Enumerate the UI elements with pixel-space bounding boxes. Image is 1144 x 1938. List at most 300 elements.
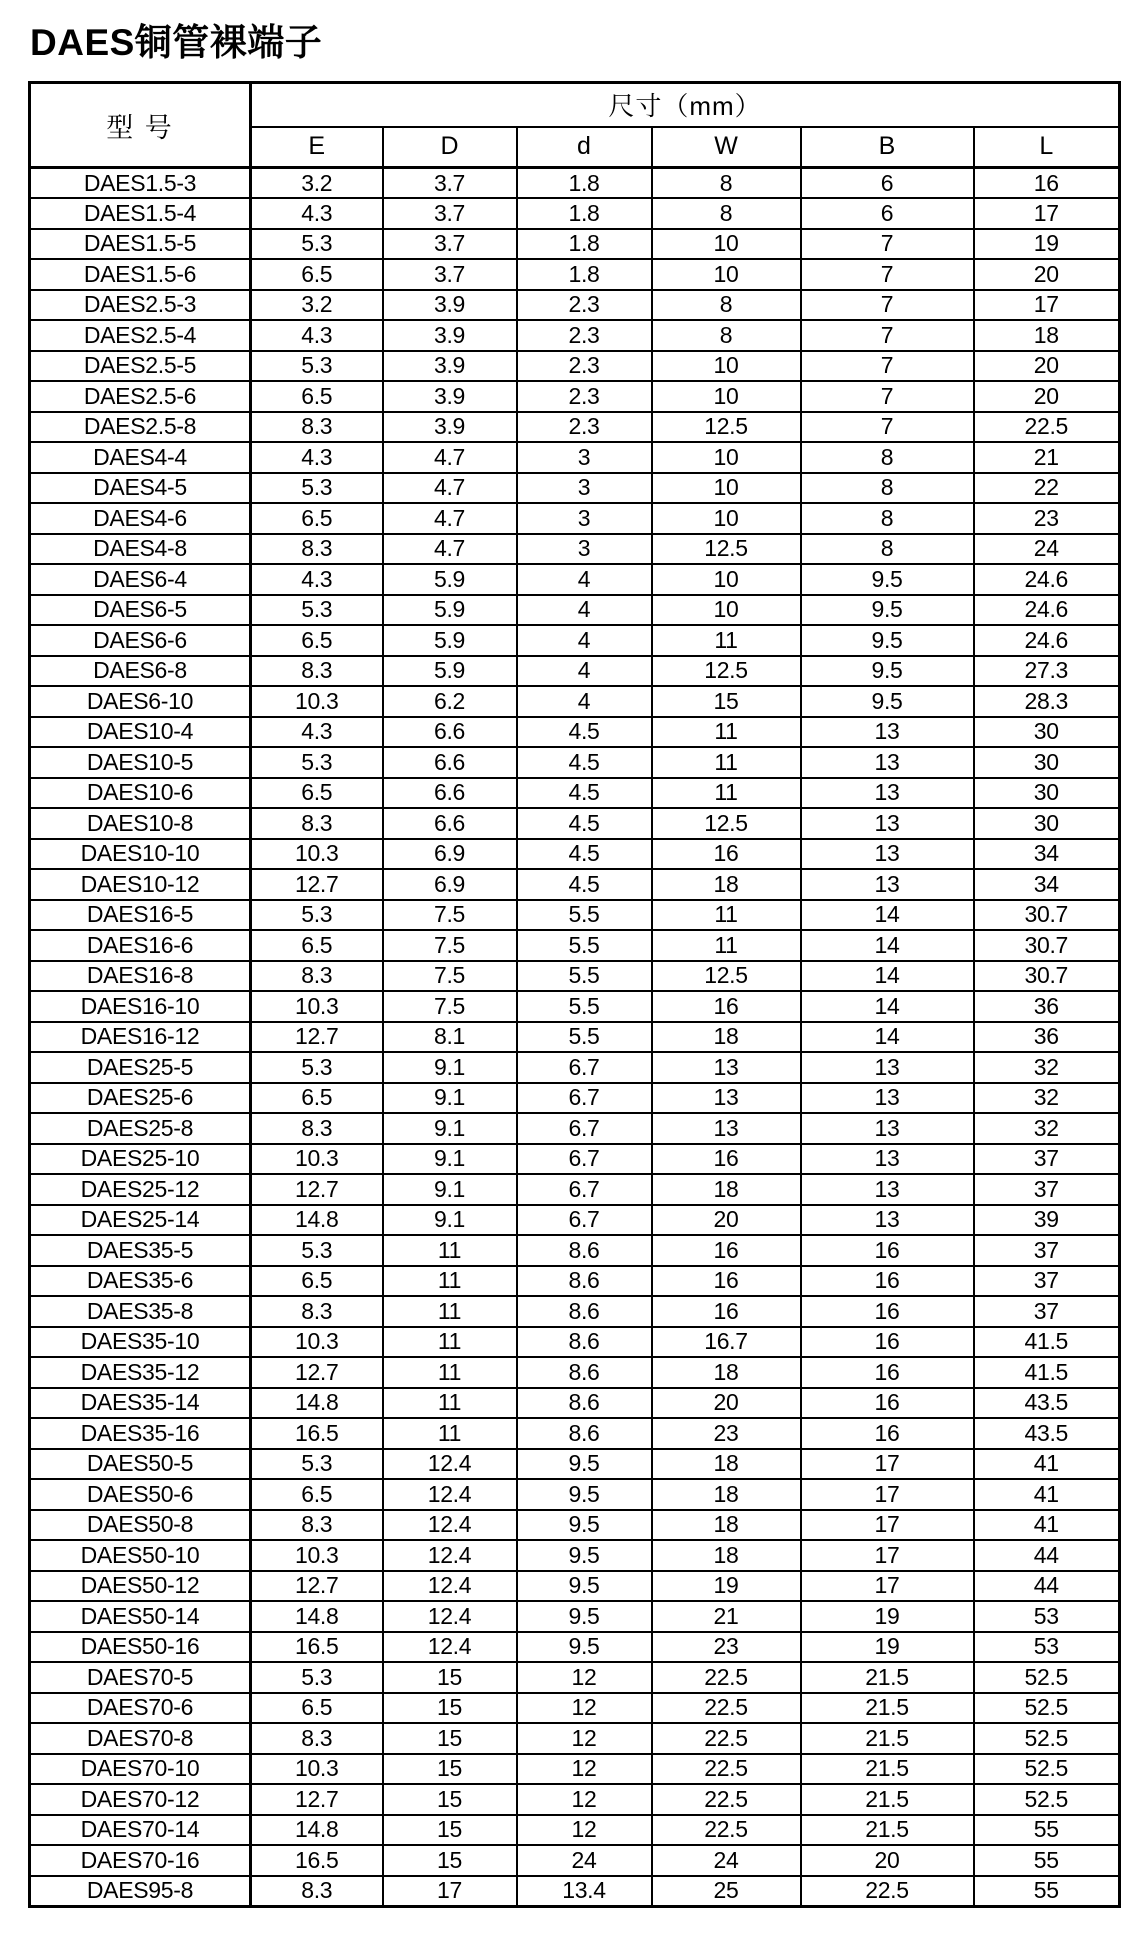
value-cell-W: 10 (652, 442, 801, 473)
value-cell-d: 6.7 (517, 1174, 652, 1205)
value-cell-B: 16 (801, 1418, 974, 1449)
model-cell: DAES6-8 (30, 656, 251, 687)
model-cell: DAES70-12 (30, 1784, 251, 1815)
value-cell-B: 19 (801, 1632, 974, 1663)
value-cell-W: 22.5 (652, 1754, 801, 1785)
value-cell-L: 41.5 (974, 1357, 1120, 1388)
value-cell-d: 6.7 (517, 1052, 652, 1083)
value-cell-L: 30 (974, 778, 1120, 809)
value-cell-d: 12 (517, 1784, 652, 1815)
value-cell-E: 8.3 (251, 1723, 383, 1754)
value-cell-L: 18 (974, 320, 1120, 351)
value-cell-B: 21.5 (801, 1693, 974, 1724)
value-cell-B: 7 (801, 412, 974, 443)
value-cell-L: 30.7 (974, 930, 1120, 961)
table-row (30, 1479, 1120, 1510)
value-cell-d: 9.5 (517, 1449, 652, 1480)
value-cell-E: 12.7 (251, 1174, 383, 1205)
value-cell-d: 5.5 (517, 930, 652, 961)
value-cell-D: 7.5 (383, 930, 517, 961)
model-cell: DAES10-8 (30, 808, 251, 839)
model-cell: DAES2.5-3 (30, 290, 251, 321)
value-cell-W: 12.5 (652, 412, 801, 443)
value-cell-B: 8 (801, 473, 974, 504)
model-cell: DAES1.5-6 (30, 259, 251, 290)
model-cell: DAES50-16 (30, 1632, 251, 1663)
value-cell-d: 8.6 (517, 1327, 652, 1358)
model-cell: DAES50-6 (30, 1479, 251, 1510)
value-cell-B: 20 (801, 1845, 974, 1876)
value-cell-d: 4.5 (517, 778, 652, 809)
table-row (30, 1144, 1120, 1175)
value-cell-D: 11 (383, 1266, 517, 1297)
page-title: DAES铜管裸端子 (30, 22, 323, 63)
value-cell-W: 12.5 (652, 961, 801, 992)
model-cell: DAES16-8 (30, 961, 251, 992)
table-row (30, 168, 1120, 199)
value-cell-E: 6.5 (251, 1083, 383, 1114)
value-cell-B: 14 (801, 961, 974, 992)
value-cell-d: 2.3 (517, 412, 652, 443)
value-cell-W: 10 (652, 351, 801, 382)
value-cell-W: 10 (652, 595, 801, 626)
model-cell: DAES4-5 (30, 473, 251, 504)
table-row (30, 351, 1120, 382)
value-cell-L: 36 (974, 991, 1120, 1022)
value-cell-B: 21.5 (801, 1723, 974, 1754)
value-cell-d: 3 (517, 473, 652, 504)
model-cell: DAES35-6 (30, 1266, 251, 1297)
value-cell-B: 17 (801, 1479, 974, 1510)
value-cell-D: 11 (383, 1327, 517, 1358)
value-cell-L: 55 (974, 1845, 1120, 1876)
value-cell-d: 5.5 (517, 900, 652, 931)
value-cell-L: 30 (974, 808, 1120, 839)
value-cell-L: 44 (974, 1571, 1120, 1602)
value-cell-W: 10 (652, 229, 801, 260)
model-cell: DAES1.5-5 (30, 229, 251, 260)
value-cell-d: 4 (517, 686, 652, 717)
table-row (30, 1754, 1120, 1785)
value-cell-W: 8 (652, 198, 801, 229)
value-cell-B: 17 (801, 1571, 974, 1602)
value-cell-E: 6.5 (251, 259, 383, 290)
value-cell-D: 4.7 (383, 442, 517, 473)
table-row (30, 900, 1120, 931)
table-row (30, 1662, 1120, 1693)
value-cell-D: 12.4 (383, 1449, 517, 1480)
value-cell-L: 52.5 (974, 1693, 1120, 1724)
table-row (30, 869, 1120, 900)
table-row (30, 1540, 1120, 1571)
value-cell-W: 23 (652, 1418, 801, 1449)
table-row (30, 1815, 1120, 1846)
value-cell-B: 6 (801, 168, 974, 199)
value-cell-d: 4 (517, 595, 652, 626)
value-cell-L: 23 (974, 503, 1120, 534)
value-cell-E: 5.3 (251, 1052, 383, 1083)
model-cell: DAES2.5-6 (30, 381, 251, 412)
value-cell-E: 3.2 (251, 290, 383, 321)
value-cell-D: 12.4 (383, 1571, 517, 1602)
model-cell: DAES16-10 (30, 991, 251, 1022)
value-cell-L: 34 (974, 839, 1120, 870)
table-row (30, 1113, 1120, 1144)
value-cell-D: 4.7 (383, 473, 517, 504)
model-cell: DAES35-10 (30, 1327, 251, 1358)
value-cell-D: 9.1 (383, 1205, 517, 1236)
value-cell-D: 15 (383, 1754, 517, 1785)
model-cell: DAES10-4 (30, 717, 251, 748)
value-cell-D: 12.4 (383, 1540, 517, 1571)
value-cell-L: 24.6 (974, 595, 1120, 626)
value-cell-d: 1.8 (517, 198, 652, 229)
value-cell-d: 4 (517, 656, 652, 687)
col-header-B: B (801, 127, 974, 168)
value-cell-B: 13 (801, 1144, 974, 1175)
table-row (30, 991, 1120, 1022)
value-cell-d: 9.5 (517, 1479, 652, 1510)
value-cell-E: 4.3 (251, 198, 383, 229)
value-cell-d: 9.5 (517, 1540, 652, 1571)
value-cell-B: 13 (801, 1205, 974, 1236)
table-row (30, 442, 1120, 473)
table-row (30, 564, 1120, 595)
table-row (30, 1266, 1120, 1297)
value-cell-L: 20 (974, 259, 1120, 290)
model-cell: DAES70-5 (30, 1662, 251, 1693)
value-cell-B: 19 (801, 1601, 974, 1632)
value-cell-E: 4.3 (251, 564, 383, 595)
table-row (30, 198, 1120, 229)
value-cell-W: 11 (652, 900, 801, 931)
value-cell-L: 30 (974, 717, 1120, 748)
value-cell-d: 8.6 (517, 1296, 652, 1327)
value-cell-W: 21 (652, 1601, 801, 1632)
value-cell-d: 2.3 (517, 320, 652, 351)
value-cell-W: 18 (652, 1510, 801, 1541)
table-row (30, 930, 1120, 961)
value-cell-d: 4.5 (517, 717, 652, 748)
table-row (30, 1571, 1120, 1602)
value-cell-E: 4.3 (251, 442, 383, 473)
model-cell: DAES70-14 (30, 1815, 251, 1846)
model-cell: DAES25-12 (30, 1174, 251, 1205)
value-cell-D: 3.7 (383, 198, 517, 229)
value-cell-E: 8.3 (251, 1113, 383, 1144)
value-cell-D: 9.1 (383, 1174, 517, 1205)
value-cell-L: 19 (974, 229, 1120, 260)
value-cell-D: 6.2 (383, 686, 517, 717)
value-cell-d: 12 (517, 1815, 652, 1846)
spec-table (28, 81, 1121, 1908)
value-cell-E: 6.5 (251, 1479, 383, 1510)
value-cell-D: 6.9 (383, 839, 517, 870)
value-cell-E: 6.5 (251, 1266, 383, 1297)
model-cell: DAES10-5 (30, 747, 251, 778)
value-cell-D: 6.6 (383, 717, 517, 748)
value-cell-L: 30.7 (974, 961, 1120, 992)
value-cell-B: 21.5 (801, 1815, 974, 1846)
value-cell-B: 14 (801, 930, 974, 961)
value-cell-D: 12.4 (383, 1632, 517, 1663)
value-cell-E: 14.8 (251, 1388, 383, 1419)
value-cell-W: 13 (652, 1083, 801, 1114)
table-row (30, 1205, 1120, 1236)
value-cell-B: 16 (801, 1266, 974, 1297)
model-cell: DAES50-12 (30, 1571, 251, 1602)
value-cell-d: 9.5 (517, 1571, 652, 1602)
value-cell-D: 3.9 (383, 351, 517, 382)
table-row (30, 717, 1120, 748)
value-cell-L: 22.5 (974, 412, 1120, 443)
col-header-d: d (517, 127, 652, 168)
value-cell-W: 18 (652, 1174, 801, 1205)
value-cell-B: 7 (801, 259, 974, 290)
model-cell: DAES70-16 (30, 1845, 251, 1876)
model-cell: DAES2.5-4 (30, 320, 251, 351)
value-cell-d: 3 (517, 503, 652, 534)
table-row (30, 1418, 1120, 1449)
value-cell-D: 11 (383, 1357, 517, 1388)
value-cell-W: 19 (652, 1571, 801, 1602)
value-cell-B: 13 (801, 869, 974, 900)
value-cell-L: 44 (974, 1540, 1120, 1571)
table-row (30, 229, 1120, 260)
table-row (30, 1235, 1120, 1266)
value-cell-d: 6.7 (517, 1205, 652, 1236)
value-cell-W: 10 (652, 259, 801, 290)
value-cell-E: 3.2 (251, 168, 383, 199)
value-cell-D: 6.9 (383, 869, 517, 900)
value-cell-W: 12.5 (652, 656, 801, 687)
value-cell-d: 8.6 (517, 1418, 652, 1449)
value-cell-W: 18 (652, 1540, 801, 1571)
value-cell-L: 32 (974, 1083, 1120, 1114)
value-cell-E: 6.5 (251, 930, 383, 961)
table-row (30, 1052, 1120, 1083)
value-cell-d: 8.6 (517, 1235, 652, 1266)
table-row (30, 1723, 1120, 1754)
value-cell-W: 10 (652, 473, 801, 504)
value-cell-W: 10 (652, 564, 801, 595)
value-cell-E: 5.3 (251, 1449, 383, 1480)
value-cell-W: 8 (652, 320, 801, 351)
value-cell-E: 12.7 (251, 1357, 383, 1388)
value-cell-D: 3.7 (383, 168, 517, 199)
value-cell-B: 7 (801, 290, 974, 321)
value-cell-L: 24.6 (974, 564, 1120, 595)
value-cell-d: 3 (517, 442, 652, 473)
value-cell-D: 12.4 (383, 1479, 517, 1510)
value-cell-L: 41.5 (974, 1327, 1120, 1358)
value-cell-L: 52.5 (974, 1662, 1120, 1693)
value-cell-D: 4.7 (383, 503, 517, 534)
value-cell-d: 9.5 (517, 1510, 652, 1541)
value-cell-D: 15 (383, 1784, 517, 1815)
model-cell: DAES4-8 (30, 534, 251, 565)
model-cell: DAES70-6 (30, 1693, 251, 1724)
value-cell-d: 13.4 (517, 1876, 652, 1907)
table-row (30, 839, 1120, 870)
model-cell: DAES50-5 (30, 1449, 251, 1480)
table-row (30, 1327, 1120, 1358)
value-cell-d: 8.6 (517, 1266, 652, 1297)
value-cell-B: 16 (801, 1327, 974, 1358)
value-cell-B: 16 (801, 1296, 974, 1327)
value-cell-d: 12 (517, 1723, 652, 1754)
value-cell-L: 17 (974, 198, 1120, 229)
value-cell-E: 8.3 (251, 1876, 383, 1907)
table-row (30, 1296, 1120, 1327)
col-header-E: E (251, 127, 383, 168)
value-cell-D: 7.5 (383, 900, 517, 931)
value-cell-E: 6.5 (251, 503, 383, 534)
value-cell-B: 13 (801, 717, 974, 748)
value-cell-B: 13 (801, 1113, 974, 1144)
table-row (30, 1693, 1120, 1724)
value-cell-L: 30.7 (974, 900, 1120, 931)
value-cell-D: 8.1 (383, 1022, 517, 1053)
value-cell-L: 20 (974, 381, 1120, 412)
model-cell: DAES4-6 (30, 503, 251, 534)
value-cell-d: 1.8 (517, 168, 652, 199)
value-cell-E: 8.3 (251, 1296, 383, 1327)
table-row (30, 595, 1120, 626)
table-row (30, 1601, 1120, 1632)
value-cell-L: 16 (974, 168, 1120, 199)
value-cell-B: 13 (801, 1174, 974, 1205)
value-cell-E: 5.3 (251, 351, 383, 382)
value-cell-E: 10.3 (251, 1754, 383, 1785)
value-cell-D: 4.7 (383, 534, 517, 565)
value-cell-W: 12.5 (652, 808, 801, 839)
table-row (30, 778, 1120, 809)
value-cell-B: 9.5 (801, 686, 974, 717)
value-cell-E: 14.8 (251, 1601, 383, 1632)
value-cell-W: 18 (652, 1022, 801, 1053)
value-cell-L: 41 (974, 1449, 1120, 1480)
value-cell-d: 9.5 (517, 1632, 652, 1663)
value-cell-D: 12.4 (383, 1601, 517, 1632)
table-row (30, 656, 1120, 687)
value-cell-W: 24 (652, 1845, 801, 1876)
value-cell-E: 8.3 (251, 808, 383, 839)
value-cell-L: 21 (974, 442, 1120, 473)
value-cell-d: 8.6 (517, 1357, 652, 1388)
value-cell-D: 3.9 (383, 290, 517, 321)
value-cell-L: 55 (974, 1876, 1120, 1907)
value-cell-W: 13 (652, 1052, 801, 1083)
value-cell-d: 4.5 (517, 808, 652, 839)
value-cell-D: 3.9 (383, 320, 517, 351)
value-cell-E: 5.3 (251, 900, 383, 931)
value-cell-W: 22.5 (652, 1723, 801, 1754)
value-cell-d: 4 (517, 625, 652, 656)
value-cell-W: 8 (652, 168, 801, 199)
value-cell-E: 10.3 (251, 839, 383, 870)
col-header-L: L (974, 127, 1120, 168)
value-cell-d: 12 (517, 1662, 652, 1693)
table-row (30, 1388, 1120, 1419)
model-cell: DAES25-6 (30, 1083, 251, 1114)
value-cell-E: 10.3 (251, 1540, 383, 1571)
value-cell-E: 14.8 (251, 1815, 383, 1846)
value-cell-d: 4.5 (517, 839, 652, 870)
value-cell-d: 6.7 (517, 1113, 652, 1144)
value-cell-B: 17 (801, 1449, 974, 1480)
value-cell-L: 27.3 (974, 656, 1120, 687)
table-row (30, 1083, 1120, 1114)
value-cell-B: 21.5 (801, 1754, 974, 1785)
value-cell-E: 10.3 (251, 1327, 383, 1358)
value-cell-W: 12.5 (652, 534, 801, 565)
value-cell-E: 6.5 (251, 625, 383, 656)
value-cell-D: 5.9 (383, 656, 517, 687)
table-row (30, 808, 1120, 839)
table-row (30, 1784, 1120, 1815)
value-cell-B: 9.5 (801, 656, 974, 687)
model-column-header: 型 号 (30, 83, 251, 168)
table-row (30, 747, 1120, 778)
value-cell-W: 22.5 (652, 1784, 801, 1815)
value-cell-W: 11 (652, 625, 801, 656)
value-cell-d: 5.5 (517, 961, 652, 992)
table-row (30, 1876, 1120, 1907)
table-row (30, 320, 1120, 351)
table-row (30, 412, 1120, 443)
value-cell-L: 43.5 (974, 1388, 1120, 1419)
value-cell-W: 11 (652, 930, 801, 961)
value-cell-D: 11 (383, 1388, 517, 1419)
value-cell-D: 12.4 (383, 1510, 517, 1541)
model-cell: DAES6-4 (30, 564, 251, 595)
value-cell-B: 9.5 (801, 564, 974, 595)
model-cell: DAES35-12 (30, 1357, 251, 1388)
value-cell-W: 11 (652, 717, 801, 748)
value-cell-d: 4.5 (517, 869, 652, 900)
model-cell: DAES6-6 (30, 625, 251, 656)
value-cell-L: 52.5 (974, 1723, 1120, 1754)
value-cell-D: 11 (383, 1418, 517, 1449)
model-cell: DAES4-4 (30, 442, 251, 473)
model-cell: DAES1.5-3 (30, 168, 251, 199)
model-cell: DAES50-10 (30, 1540, 251, 1571)
value-cell-E: 16.5 (251, 1845, 383, 1876)
table-body (30, 168, 1120, 1907)
value-cell-L: 30 (974, 747, 1120, 778)
value-cell-L: 22 (974, 473, 1120, 504)
value-cell-D: 3.7 (383, 259, 517, 290)
table-row (30, 1845, 1120, 1876)
model-cell: DAES70-8 (30, 1723, 251, 1754)
value-cell-W: 20 (652, 1205, 801, 1236)
value-cell-L: 39 (974, 1205, 1120, 1236)
value-cell-W: 18 (652, 1479, 801, 1510)
value-cell-E: 4.3 (251, 320, 383, 351)
value-cell-W: 10 (652, 503, 801, 534)
table-row (30, 1510, 1120, 1541)
value-cell-d: 3 (517, 534, 652, 565)
model-cell: DAES6-5 (30, 595, 251, 626)
value-cell-E: 8.3 (251, 534, 383, 565)
value-cell-E: 12.7 (251, 869, 383, 900)
value-cell-W: 16 (652, 1144, 801, 1175)
value-cell-L: 41 (974, 1479, 1120, 1510)
value-cell-d: 4 (517, 564, 652, 595)
value-cell-D: 3.7 (383, 229, 517, 260)
value-cell-d: 6.7 (517, 1144, 652, 1175)
